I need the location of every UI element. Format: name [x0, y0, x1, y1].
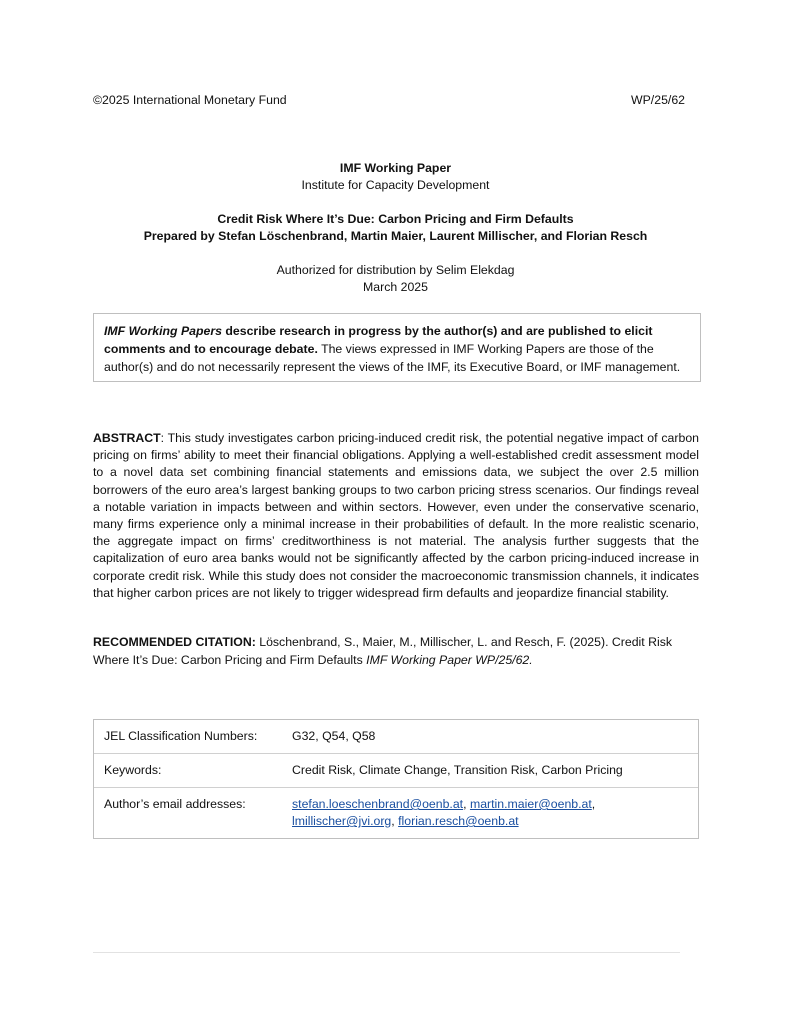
email-link-millischer[interactable]: lmillischer@jvi.org	[292, 814, 392, 828]
series-title: IMF Working Paper	[339, 161, 452, 175]
citation-label: RECOMMENDED CITATION:	[93, 635, 256, 649]
copyright-notice: ©2025 International Monetary Fund	[93, 93, 287, 107]
jel-row	[94, 720, 698, 753]
department: Institute for Capacity Development	[301, 178, 490, 192]
citation-series: IMF Working Paper WP/25/62.	[366, 652, 533, 667]
disclaimer-bold: describe research in progress by the author(s) and are published to elicit comments and to encourage debate.	[104, 324, 653, 356]
publication-date: March 2025	[363, 280, 428, 294]
jel-label: JEL Classification Numbers:	[104, 729, 258, 743]
email-link-loeschenbrand[interactable]: stefan.loeschenbrand@oenb.at	[292, 797, 464, 811]
keywords-row	[94, 753, 698, 787]
abstract-text: : This study investigates carbon pricing-induced credit risk, the potential negative impact of carbon pricing on firms’ ability to meet their financial obligations. Applying a well-established credit assessment model to a novel data set combining financial statements and emissions data, we subject the over 2.5 million borrowers of the euro area’s largest banking groups to two carbon pricing stress scenarios. Our findings reveal a notable variation in impacts between and within sectors. However, even under the conservative scenario, many firms experience only a minimal increase in their probabilities of default. In the more realistic scenario, the aggregate impact on firms’ creditworthiness is not material. The analysis further suggests that the capitalization of euro area banks would not be significantly affected by the carbon pricing-induced increase in corporate credit risk. While this study does not consider the macroeconomic transmission channels, it indicates that higher carbon prices are not likely to trigger widespread firm defaults and jeopardize financial stability.	[93, 431, 699, 600]
disclaimer-lead: IMF Working Papers	[104, 324, 222, 338]
citation-text: Löschenbrand, S., Maier, M., Millischer, L. and Resch, F. (2025). Credit Risk Where It’s Due: Carbon Pricing and Firm Defaults	[93, 635, 673, 667]
jel-value: G32, Q54, Q58	[292, 729, 376, 743]
keywords-label: Keywords:	[104, 763, 162, 777]
emails-row	[94, 787, 698, 838]
disclaimer-box	[93, 313, 701, 382]
email-link-maier[interactable]: martin.maier@oenb.at	[469, 797, 592, 811]
paper-number: WP/25/62	[631, 93, 685, 107]
recommended-citation	[93, 634, 699, 669]
emails-value: stefan.loeschenbrand@oenb.at, martin.maier@oenb.at, lmillischer@jvi.org, florian.resch@oenb.at	[292, 797, 596, 828]
emails-label: Author’s email addresses:	[104, 797, 246, 811]
classification-table	[93, 719, 699, 839]
paper-title: Credit Risk Where It’s Due: Carbon Pricing and Firm Defaults	[217, 212, 574, 226]
disclaimer-text: The views expressed in IMF Working Papers are those of the author(s) and do not necessarily represent the views of the IMF, its Executive Board, or IMF management.	[104, 342, 681, 374]
keywords-value: Credit Risk, Climate Change, Transition Risk, Carbon Pricing	[292, 763, 623, 777]
abstract	[93, 430, 699, 602]
authorized-by: Authorized for distribution by Selim Elekdag	[276, 263, 515, 277]
abstract-label: ABSTRACT	[93, 431, 161, 445]
email-link-resch[interactable]: florian.resch@oenb.at	[398, 814, 519, 828]
prepared-by: Prepared by Stefan Löschenbrand, Martin Maier, Laurent Millischer, and Florian Resch	[143, 229, 648, 243]
footer-divider	[93, 952, 680, 953]
